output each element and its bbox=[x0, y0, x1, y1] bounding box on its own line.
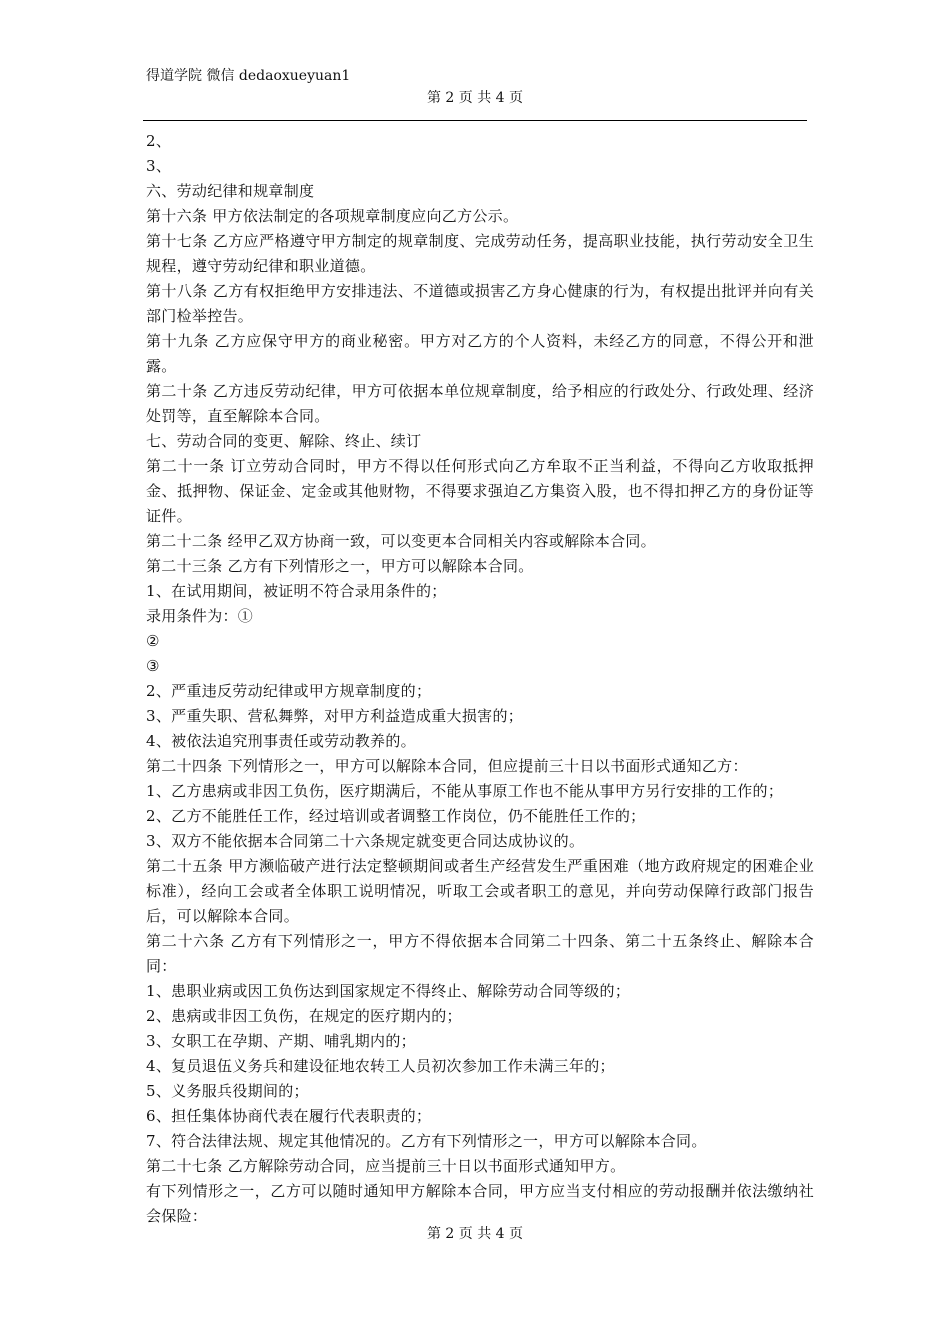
list-item: 7、符合法律法规、规定其他情况的。乙方有下列情形之一，甲方可以解除本合同。 bbox=[146, 1132, 707, 1150]
list-item: 2、严重违反劳动纪律或甲方规章制度的； bbox=[146, 682, 432, 700]
article-24: 第二十四条 下列情形之一，甲方可以解除本合同，但应提前三十日以书面形式通知乙方： bbox=[146, 757, 748, 775]
article-16: 第十六条 甲方依法制定的各项规章制度应向乙方公示。 bbox=[146, 207, 519, 225]
list-item: 1、在试用期间，被证明不符合录用条件的； bbox=[146, 582, 447, 600]
list-item: 3、严重失职、营私舞弊，对甲方利益造成重大损害的； bbox=[146, 707, 524, 725]
list-item: ② bbox=[146, 632, 160, 650]
footer-page-number: 第 2 页 共 4 页 bbox=[426, 1226, 524, 1242]
article-21: 第二十一条 订立劳动合同时，甲方不得以任何形式向乙方牟取不正当利益，不得向乙方收取抵押金、抵押物、保证金、定金或其他财物，不得要求强迫乙方集资入股，也不得扣押乙方的身份证等证件。 bbox=[146, 457, 814, 525]
section-heading: 六、劳动纪律和规章制度 bbox=[146, 182, 315, 200]
list-item: 4、复员退伍义务兵和建设征地农转工人员初次参加工作未满三年的； bbox=[146, 1057, 615, 1075]
article-17: 第十七条 乙方应严格遵守甲方制定的规章制度、完成劳动任务，提高职业技能，执行劳动安全卫生规程，遵守劳动纪律和职业道德。 bbox=[146, 232, 814, 275]
list-item: 6、担任集体协商代表在履行代表职责的； bbox=[146, 1107, 432, 1125]
article-25: 第二十五条 甲方濒临破产进行法定整顿期间或者生产经营发生严重困难（地方政府规定的困难企业标准），经向工会或者全体职工说明情况，听取工会或者职工的意见，并向劳动保障行政部门报告后，可以解除本合同。 bbox=[146, 857, 814, 925]
header-watermark-text: 得道学院 微信 dedaoxueyuan1 bbox=[146, 68, 351, 84]
section-heading: 七、劳动合同的变更、解除、终止、续订 bbox=[146, 432, 422, 450]
list-item: 5、义务服兵役期间的； bbox=[146, 1082, 309, 1100]
article-27: 第二十七条 乙方解除劳动合同，应当提前三十日以书面形式通知甲方。 bbox=[146, 1157, 626, 1175]
list-item: 3、女职工在孕期、产期、哺乳期内的； bbox=[146, 1032, 416, 1050]
list-item: 3、 bbox=[146, 157, 172, 175]
list-item: 3、双方不能依据本合同第二十六条规定就变更合同达成协议的。 bbox=[146, 832, 585, 850]
article-19: 第十九条 乙方应保守甲方的商业秘密。甲方对乙方的个人资料，未经乙方的同意，不得公开和泄露。 bbox=[146, 332, 814, 375]
list-item: 2、 bbox=[146, 132, 172, 150]
list-item: 4、被依法追究刑事责任或劳动教养的。 bbox=[146, 732, 416, 750]
article-23: 第二十三条 乙方有下列情形之一，甲方可以解除本合同。 bbox=[146, 557, 534, 575]
list-item: 2、患病或非因工负伤，在规定的医疗期内的； bbox=[146, 1007, 462, 1025]
list-item: ③ bbox=[146, 657, 160, 675]
list-item: 1、乙方患病或非因工负伤，医疗期满后，不能从事原工作也不能从事甲方另行安排的工作的； bbox=[146, 782, 784, 800]
list-item: 2、乙方不能胜任工作，经过培训或者调整工作岗位，仍不能胜任工作的； bbox=[146, 807, 646, 825]
list-item: 1、患职业病或因工负伤达到国家规定不得终止、解除劳动合同等级的； bbox=[146, 982, 631, 1000]
list-item: 有下列情形之一，乙方可以随时通知甲方解除本合同，甲方应当支付相应的劳动报酬并依法缴纳社会保险： bbox=[146, 1182, 814, 1225]
article-26: 第二十六条 乙方有下列情形之一，甲方不得依据本合同第二十四条、第二十五条终止、解除本合同： bbox=[146, 932, 814, 975]
article-22: 第二十二条 经甲乙双方协商一致，可以变更本合同相关内容或解除本合同。 bbox=[146, 532, 656, 550]
list-item: 录用条件为：① bbox=[146, 607, 254, 625]
article-20: 第二十条 乙方违反劳动纪律，甲方可依据本单位规章制度，给予相应的行政处分、行政处理、经济处罚等，直至解除本合同。 bbox=[146, 382, 814, 425]
header-divider bbox=[143, 120, 807, 121]
article-18: 第十八条 乙方有权拒绝甲方安排违法、不道德或损害乙方身心健康的行为，有权提出批评并向有关部门检举控告。 bbox=[146, 282, 814, 325]
header-page-number: 第 2 页 共 4 页 bbox=[426, 90, 524, 106]
document-body bbox=[146, 129, 814, 1229]
